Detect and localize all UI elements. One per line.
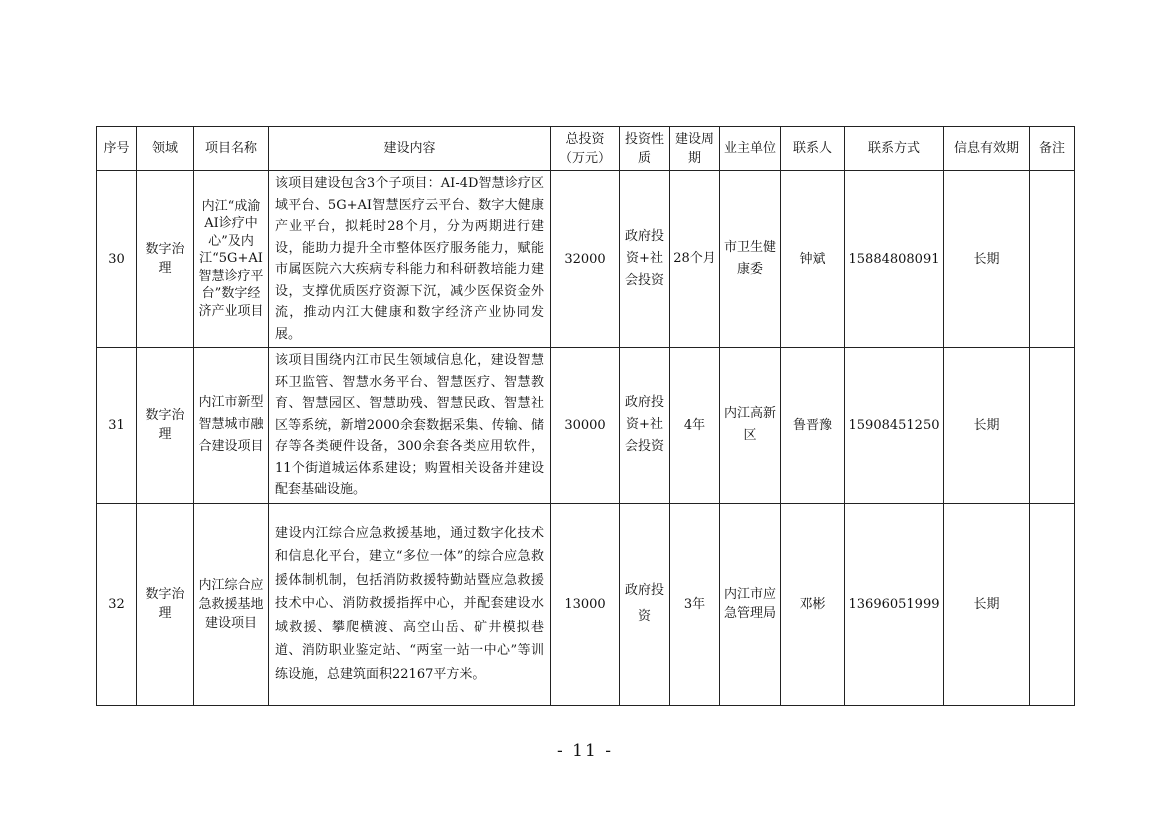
header-validity: 信息有效期 [944, 127, 1030, 171]
header-phone: 联系方式 [845, 127, 944, 171]
cell-validity: 长期 [944, 503, 1030, 705]
cell-phone: 13696051999 [845, 503, 944, 705]
cell-validity: 长期 [944, 171, 1030, 348]
cell-investment: 30000 [551, 348, 620, 504]
header-contact: 联系人 [781, 127, 845, 171]
cell-field: 数字治理 [137, 348, 194, 504]
cell-remark [1030, 503, 1075, 705]
cell-phone: 15908451250 [845, 348, 944, 504]
table-row [97, 171, 1075, 348]
table-row [97, 503, 1075, 705]
cell-nature: 政府投资+社会投资 [620, 348, 670, 504]
table-header-row [97, 127, 1075, 171]
cell-nature: 政府投资 [620, 503, 670, 705]
cell-no: 30 [97, 171, 137, 348]
cell-period: 3年 [670, 503, 720, 705]
cell-contact: 邓彬 [781, 503, 845, 705]
cell-name: 内江综合应急救援基地建设项目 [194, 503, 269, 705]
cell-investment: 32000 [551, 171, 620, 348]
cell-remark [1030, 171, 1075, 348]
cell-owner: 内江市应急管理局 [720, 503, 781, 705]
header-remark: 备注 [1030, 127, 1075, 171]
header-owner: 业主单位 [720, 127, 781, 171]
header-nature: 投资性质 [620, 127, 670, 171]
header-period: 建设周期 [670, 127, 720, 171]
cell-contact: 钟斌 [781, 171, 845, 348]
cell-phone: 15884808091 [845, 171, 944, 348]
cell-investment: 13000 [551, 503, 620, 705]
cell-nature: 政府投资+社会投资 [620, 171, 670, 348]
cell-period: 4年 [670, 348, 720, 504]
cell-period: 28个月 [670, 171, 720, 348]
cell-name: 内江市新型智慧城市融合建设项目 [194, 348, 269, 504]
table-row [97, 348, 1075, 504]
cell-owner: 市卫生健康委 [720, 171, 781, 348]
header-investment: 总投资（万元） [551, 127, 620, 171]
header-no: 序号 [97, 127, 137, 171]
cell-validity: 长期 [944, 348, 1030, 504]
cell-remark [1030, 348, 1075, 504]
cell-content: 该项目围绕内江市民生领域信息化，建设智慧环卫监管、智慧水务平台、智慧医疗、智慧教育、智慧园区、智慧助残、智慧民政、智慧社区等系统，新增2000余套数据采集、传输、储存等各类硬件设备，300余套各类应用软件，11个街道城运体系建设；购置相关设备并建设配套基础设施。 [269, 348, 551, 504]
header-field: 领域 [137, 127, 194, 171]
cell-name: 内江“成渝AI诊疗中心”及内江“5G+AI智慧诊疗平台”数字经济产业项目 [194, 171, 269, 348]
cell-content: 该项目建设包含3个子项目：AI-4D智慧诊疗区域平台、5G+AI智慧医疗云平台、数字大健康产业平台，拟耗时28个月，分为两期进行建设，能助力提升全市整体医疗服务能力，赋能市属医院六大疾病专科能力和科研教培能力建设，支撑优质医疗资源下沉，减少医保资金外流，推动内江大健康和数字经济产业协同发展。 [269, 171, 551, 348]
cell-no: 31 [97, 348, 137, 504]
header-content: 建设内容 [269, 127, 551, 171]
cell-field: 数字治理 [137, 503, 194, 705]
project-table [96, 126, 1075, 706]
cell-content: 建设内江综合应急救援基地，通过数字化技术和信息化平台，建立“多位一体”的综合应急救援体制机制，包括消防救援特勤站暨应急救援技术中心、消防救援指挥中心，并配套建设水域救援、攀爬横渡、高空山岳、矿井模拟巷道、消防职业鉴定站、“两室一站一中心”等训练设施，总建筑面积22167平方米。 [269, 503, 551, 705]
cell-no: 32 [97, 503, 137, 705]
page-number: - 11 - [557, 741, 613, 761]
header-name: 项目名称 [194, 127, 269, 171]
cell-contact: 鲁晋豫 [781, 348, 845, 504]
cell-field: 数字治理 [137, 171, 194, 348]
cell-owner: 内江高新区 [720, 348, 781, 504]
